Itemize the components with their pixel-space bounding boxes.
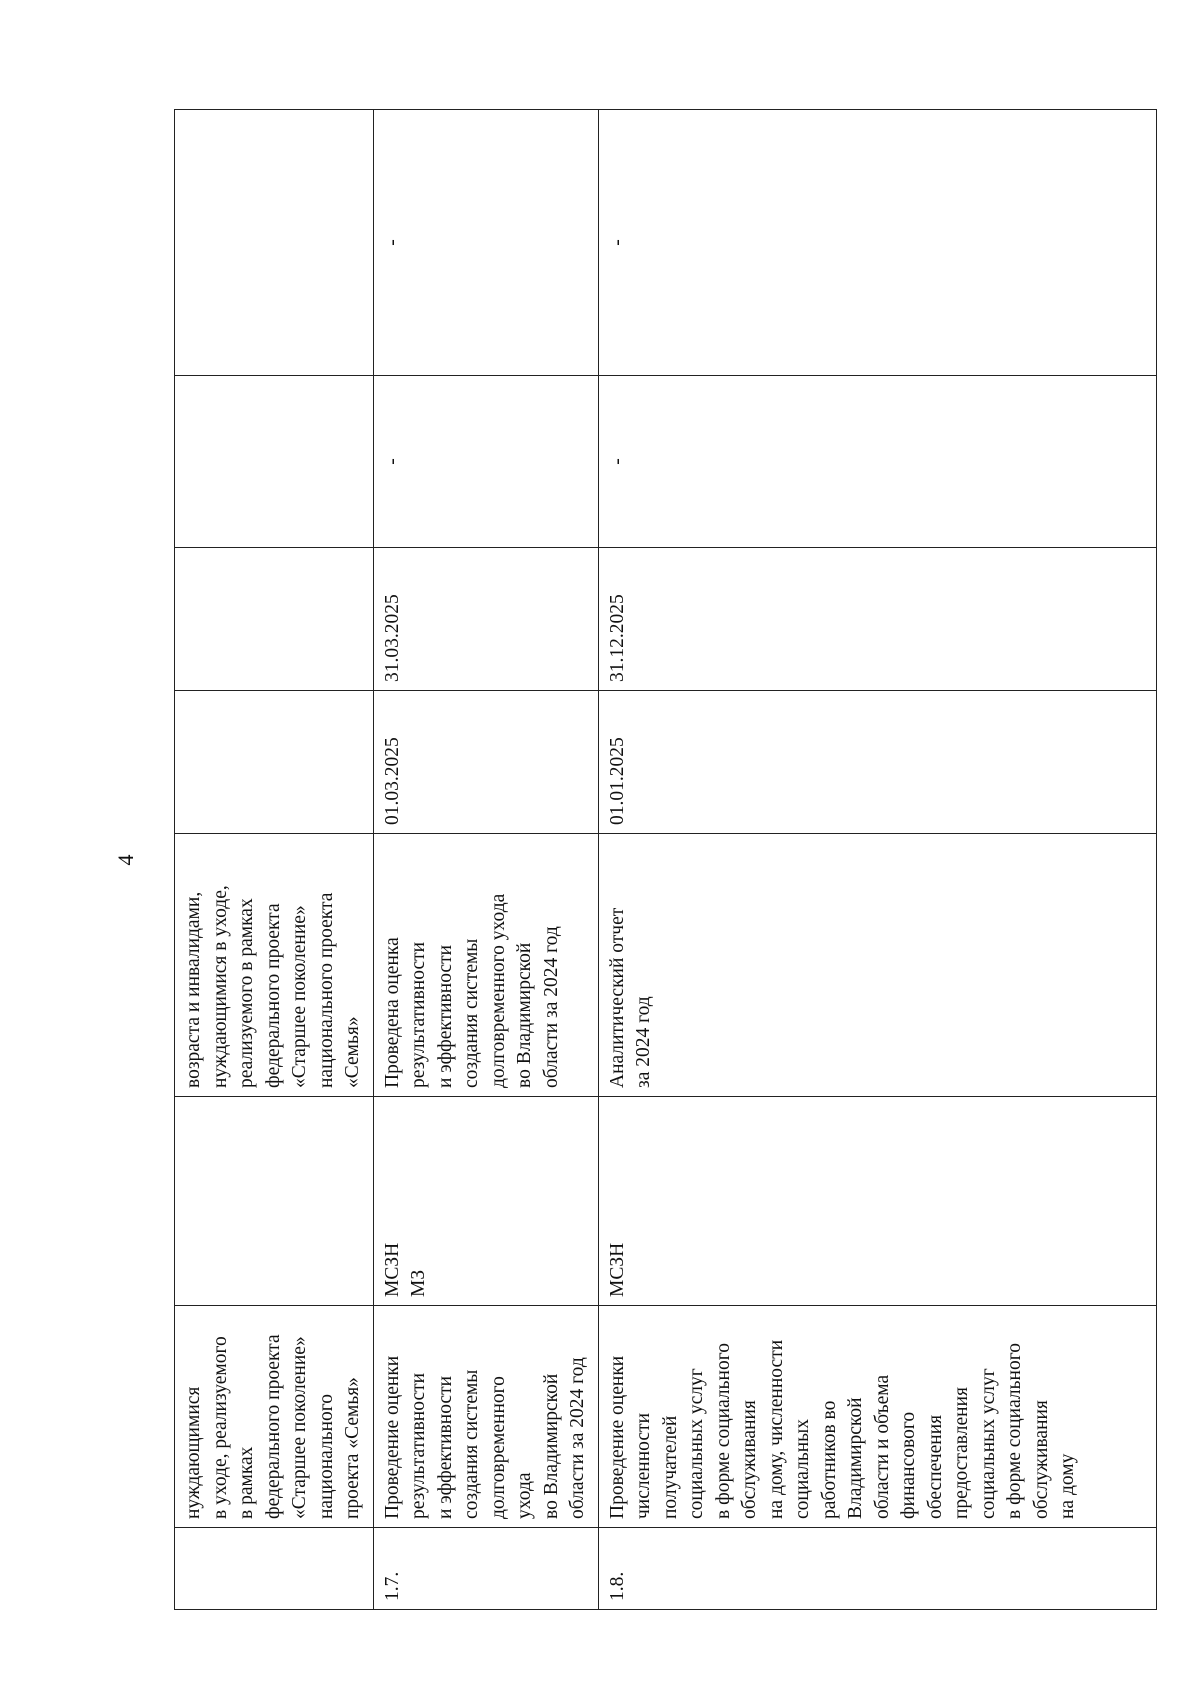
start-date-cell: 01.01.2025 bbox=[598, 691, 1156, 834]
col-b-cell: - bbox=[598, 110, 1156, 376]
row-number-cell bbox=[175, 1528, 374, 1610]
row-number-cell: 1.8. bbox=[598, 1528, 1156, 1610]
responsible-cell: МСЗН МЗ bbox=[373, 1097, 598, 1306]
end-date-cell: 31.12.2025 bbox=[598, 548, 1156, 691]
col-a-cell bbox=[175, 376, 374, 548]
result-cell: Аналитический отчет за 2024 год bbox=[598, 834, 1156, 1097]
event-cell: нуждающимися в уходе, реализуемого в рамках федерального проекта «Старшее поколение» национального проекта «Семья» bbox=[175, 1306, 374, 1528]
table-row bbox=[373, 110, 598, 1610]
end-date-cell: 31.03.2025 bbox=[373, 548, 598, 691]
row-number-cell: 1.7. bbox=[373, 1528, 598, 1610]
start-date-cell: 01.03.2025 bbox=[373, 691, 598, 834]
col-b-cell: - bbox=[373, 110, 598, 376]
col-b-cell bbox=[175, 110, 374, 376]
page-number: 4 bbox=[113, 854, 138, 866]
start-date-cell bbox=[175, 691, 374, 834]
responsible-cell: МСЗН bbox=[598, 1097, 1156, 1306]
end-date-cell bbox=[175, 548, 374, 691]
event-cell: Проведение оценки результативности и эффективности создания системы долговременного ухода во Владимирской области за 2024 год bbox=[373, 1306, 598, 1528]
responsible-cell bbox=[175, 1097, 374, 1306]
col-a-cell: - bbox=[373, 376, 598, 548]
table-row bbox=[175, 110, 374, 1610]
plan-table bbox=[174, 109, 1157, 1610]
result-cell: возраста и инвалидами, нуждающимися в уходе, реализуемого в рамках федерального проекта «Старшее поколение» национального проекта «Семья» bbox=[175, 834, 374, 1097]
result-cell: Проведена оценка результативности и эффективности создания системы долговременного ухода во Владимирской области за 2024 год bbox=[373, 834, 598, 1097]
rotated-table-wrapper bbox=[174, 110, 1134, 1610]
event-cell: Проведение оценки численности получателей социальных услуг в форме социального обслуживания на дому, численности социальных работников во Владимирской области и объема финансового обеспечения предоставления социальных услуг в форме социального обслуживания на дому bbox=[598, 1306, 1156, 1528]
col-a-cell: - bbox=[598, 376, 1156, 548]
table-row bbox=[598, 110, 1156, 1610]
